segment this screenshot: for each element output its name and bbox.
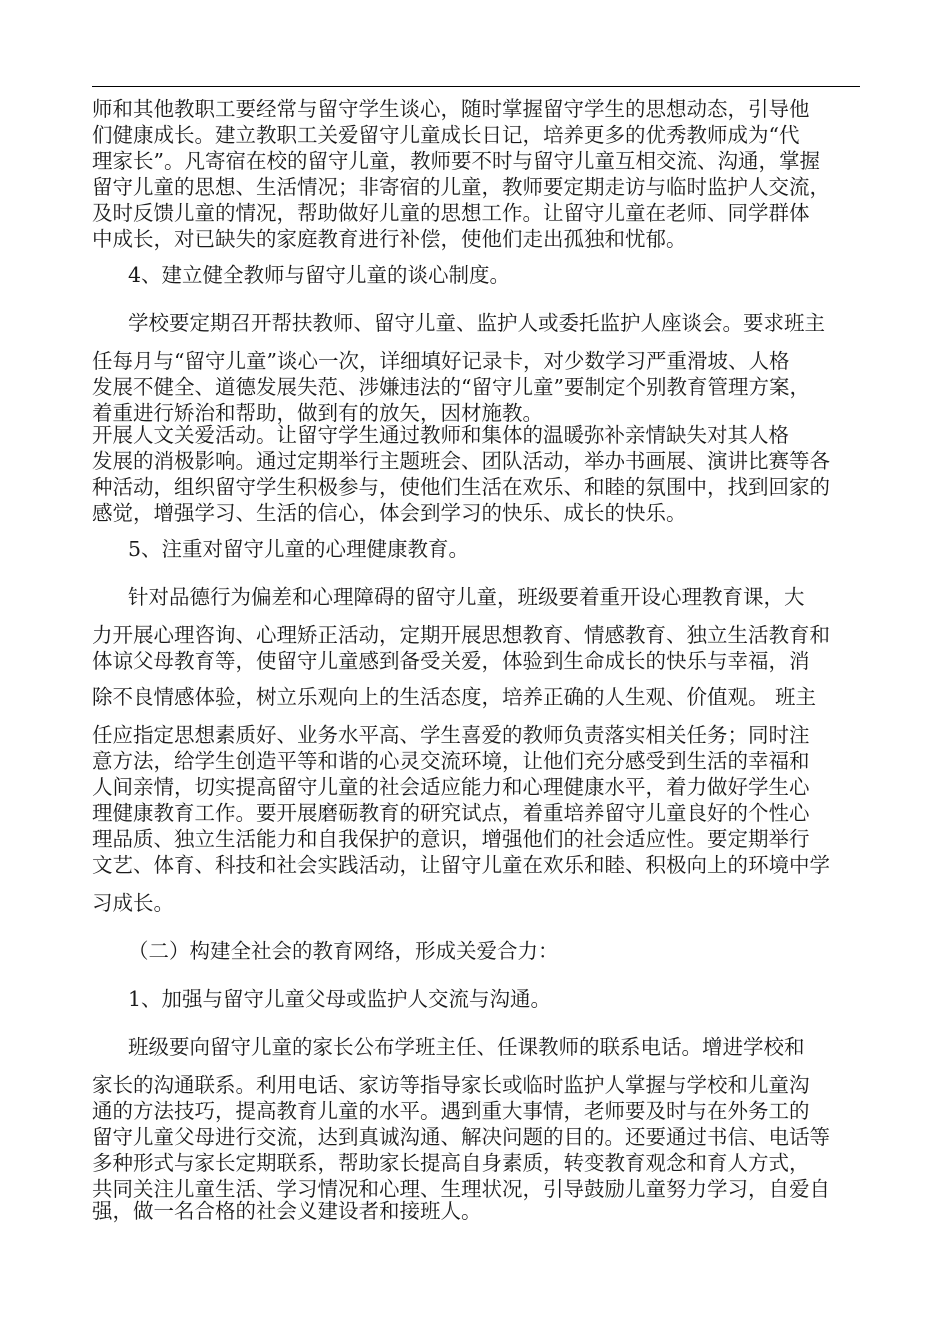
paragraph-line: 家长的沟通联系。利用电话、家访等指导家长或临时监护人掌握与学校和儿童沟 <box>92 1073 810 1097</box>
paragraph-line: 发展不健全、道德发展失范、涉嫌违法的“留守儿童”要制定个别教育管理方案， <box>92 375 810 399</box>
paragraph-line: 中成长，对已缺失的家庭教育进行补偿，使他们走出孤独和忧郁。 <box>92 227 687 251</box>
paragraph-line: 任每月与“留守儿童”谈心一次，详细填好记录卡，对少数学习严重滑坡、人格 <box>92 349 790 373</box>
paragraph-line: 理健康教育工作。要开展磨砺教育的研究试点，着重培养留守儿童良好的个性心 <box>92 801 810 825</box>
paragraph-line: 种活动，组织留守学生积极参与，使他们生活在欢乐、和睦的氛围中，找到回家的 <box>92 475 830 499</box>
paragraph-line: 通的方法技巧，提高教育儿童的水平。遇到重大事情，老师要及时与在外务工的 <box>92 1099 810 1123</box>
paragraph-line: 习成长。 <box>92 891 174 915</box>
header-rule <box>92 86 860 87</box>
paragraph-line: 针对品德行为偏差和心理障碍的留守儿童，班级要着重开设心理教育课，大 <box>128 585 805 609</box>
paragraph-line: 留守儿童父母进行交流，达到真诚沟通、解决问题的目的。还要通过书信、电话等 <box>92 1125 830 1149</box>
paragraph-line: 发展的消极影响。通过定期举行主题班会、团队活动，举办书画展、演讲比赛等各 <box>92 449 830 473</box>
paragraph-line: 们健康成长。建立教职工关爱留守儿童成长日记，培养更多的优秀教师成为“代 <box>92 123 800 147</box>
section-heading: 4、建立健全教师与留守儿童的谈心制度。 <box>128 263 511 287</box>
section-heading: 5、注重对留守儿童的心理健康教育。 <box>128 537 470 561</box>
paragraph-line: 理家长”。凡寄宿在校的留守儿童，教师要不时与留守儿童互相交流、沟通，掌握 <box>92 149 820 173</box>
paragraph-line: 感觉，增强学习、生活的信心，体会到学习的快乐、成长的快乐。 <box>92 501 687 525</box>
paragraph-line: 留守儿童的思想、生活情况；非寄宿的儿童，教师要定期走访与临时监护人交流， <box>92 175 830 199</box>
paragraph-line: 师和其他教职工要经常与留守学生谈心，随时掌握留守学生的思想动态，引导他 <box>92 97 810 121</box>
paragraph-line: 体谅父母教育等，使留守儿童感到备受关爱，体验到生命成长的快乐与幸福，消 <box>92 649 810 673</box>
paragraph-line: 文艺、体育、科技和社会实践活动，让留守儿童在欢乐和睦、积极向上的环境中学 <box>92 853 830 877</box>
paragraph-line: 共同关注儿童生活、学习情况和心理、生理状况，引导鼓励儿童努力学习，自爱自 <box>92 1177 830 1201</box>
paragraph-line: 着重进行矫治和帮助，做到有的放矢，因材施教。 <box>92 401 543 425</box>
paragraph-line: 任应指定思想素质好、业务水平高、学生喜爱的教师负责落实相关任务；同时注 <box>92 723 810 747</box>
paragraph-line: 学校要定期召开帮扶教师、留守儿童、监护人或委托监护人座谈会。要求班主 <box>128 311 825 335</box>
paragraph-line: 理品质、独立生活能力和自我保护的意识，增强他们的社会适应性。要定期举行 <box>92 827 810 851</box>
paragraph-line: 开展人文关爱活动。让留守学生通过教师和集体的温暖弥补亲情缺失对其人格 <box>92 423 789 447</box>
paragraph-line: 多种形式与家长定期联系，帮助家长提高自身素质，转变教育观念和育人方式， <box>92 1151 810 1175</box>
paragraph-line: 班级要向留守儿童的家长公布学班主任、任课教师的联系电话。增进学校和 <box>128 1035 805 1059</box>
paragraph-line: 及时反馈儿童的情况，帮助做好儿童的思想工作。让留守儿童在老师、同学群体 <box>92 201 810 225</box>
paragraph-line: 除不良情感体验，树立乐观向上的生活态度，培养正确的人生观、价值观。 班主 <box>92 685 817 709</box>
paragraph-line: 强，做一名合格的社会义建设者和接班人。 <box>92 1199 482 1223</box>
paragraph-line: 人间亲情，切实提高留守儿童的社会适应能力和心理健康水平，着力做好学生心 <box>92 775 810 799</box>
paragraph-line: 意方法，给学生创造平等和谐的心灵交流环境，让他们充分感受到生活的幸福和 <box>92 749 810 773</box>
section-heading: （二）构建全社会的教育网络，形成关爱合力： <box>128 939 559 963</box>
section-heading: 1、加强与留守儿童父母或监护人交流与沟通。 <box>128 987 552 1011</box>
paragraph-line: 力开展心理咨询、心理矫正活动，定期开展思想教育、情感教育、独立生活教育和 <box>92 623 830 647</box>
